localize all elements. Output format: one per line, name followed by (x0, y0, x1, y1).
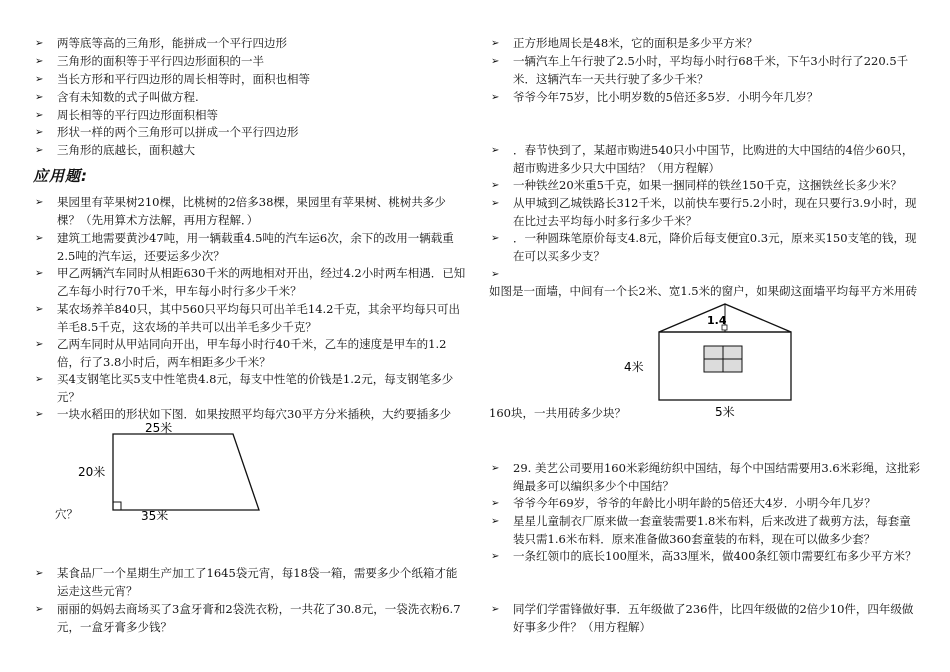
arrow-bullet-icon: ➢ (35, 304, 44, 315)
wall-width-label: 5米 (715, 405, 735, 419)
list-item: ➢ 一辆汽车上午行驶了2.5小时，平均每小时行68千米，下午3小时行了220.5千米．这辆汽车一天共行驶了多少千米？ (491, 54, 909, 86)
arrow-bullet-icon: ➢ (35, 74, 44, 85)
arrow-bullet-icon: ➢ (35, 38, 44, 49)
list-item: ➢ ．一种圆珠笔原价每支4.8元，降价后每支便宜0.3元，原来买150支笔的钱，现在可以买多少支？ (491, 231, 917, 263)
list-item: ➢ 周长相等的平行四边形面积相等 (33, 107, 466, 125)
arrow-bullet-icon: ➢ (35, 56, 44, 67)
arrow-bullet-icon: ➢ (35, 197, 44, 208)
list-item: ➢ 正方形地周长是48米，它的面积是多少平方米？ (489, 35, 921, 53)
wall-height-label: 4米 (624, 360, 644, 374)
arrow-bullet-icon: ➢ (491, 269, 500, 280)
list-item: ➢ 一条红领巾的底长100厘米，高33厘米，做400条红领巾需要红布多少平方米？ (489, 548, 921, 566)
trapezoid-diagram (73, 420, 273, 520)
list-item: ➢ ．春节快到了，某超市购进540只小中国节，比购进的大中国结的4倍少60只，超市购进多少只大中国结？（用方程解） (491, 143, 914, 175)
list-item: ➢ 29. 美艺公司要用160米彩绳纺织中国结，每个中国结需要用3.6米彩绳，这批彩绳最多可以编织多少个中国结？ (491, 461, 921, 493)
list-item: ➢ 三角形的面积等于平行四边形面积的一半 (33, 53, 466, 71)
wall-diagram (619, 296, 809, 420)
arrow-bullet-icon: ➢ (35, 145, 44, 156)
arrow-bullet-icon: ➢ (491, 551, 500, 562)
list-item: ➢ 含有未知数的式子叫做方程. (33, 89, 466, 107)
trapezoid-shape (113, 434, 259, 510)
arrow-bullet-icon: ➢ (35, 568, 44, 579)
arrow-bullet-icon: ➢ (35, 92, 44, 103)
wall-problem-text-cont: 160块，一共用砖多少块？ (489, 406, 626, 420)
arrow-bullet-icon: ➢ (491, 198, 500, 209)
arrow-bullet-icon: ➢ (491, 463, 500, 474)
list-item: ➢ 果园里有苹果树210棵，比桃树的2倍多38棵，果园里有苹果树、桃树共多少棵？（先用算术方法解，再用方程解．） (35, 195, 446, 227)
list-item: ➢ 星星儿童制衣厂原来做一套童装需要1.8米布料，后来改进了裁剪方法，每套童装只需1.6米布料．原来准备做360套童装的布料，现在可以做多少套？ (491, 514, 911, 546)
list-item: ➢ 建筑工地需要黄沙47吨，用一辆载重4.5吨的汽车运6次，余下的改用一辆载重2.5吨的汽车运，还要运多少次？ (35, 231, 454, 263)
list-item: ➢ 某农场养羊840只，其中560只平均每只可出羊毛14.2千克，其余平均每只可出羊毛8.5千克，这农场的羊共可以出羊毛多少千克？ (35, 302, 461, 334)
list-item: ➢ 三角形的底越长，面积越大 (33, 142, 466, 160)
trapezoid-top-label: 25米 (145, 421, 173, 435)
trapezoid-suffix: 穴？ (55, 507, 78, 521)
trapezoid-left-label: 20米 (78, 465, 106, 479)
arrow-bullet-icon: ➢ (491, 516, 500, 527)
arrow-bullet-icon: ➢ (35, 127, 44, 138)
arrow-bullet-icon: ➢ (35, 233, 44, 244)
arrow-bullet-icon: ➢ (491, 92, 500, 103)
list-item: ➢ 一块水稻田的形状如下图．如果按照平均每穴30平方分米插秧，大约要插多少 (33, 406, 466, 424)
arrow-bullet-icon: ➢ (35, 604, 44, 615)
list-item: ➢ 一种铁丝20米重5千克，如果一捆同样的铁丝150千克，这捆铁丝长多少米？ (489, 177, 921, 195)
list-item: ➢ 同学们学雷锋做好事．五年级做了236件，比四年级做的2倍少10件，四年级做好事多少件？（用方程解） (491, 602, 914, 634)
list-item: ➢ 甲乙两辆汽车同时从相距630千米的两地相对开出，经过4.2小时两车相遇．已知乙车每小时行70千米，甲车每小时行多少千米？ (35, 266, 466, 298)
arrow-bullet-icon: ➢ (491, 145, 500, 156)
arrow-bullet-icon: ➢ (35, 409, 44, 420)
window (704, 346, 742, 372)
list-item: ➢ 爷爷今年75岁，比小明岁数的5倍还多5岁．小明今年几岁？ (489, 89, 921, 107)
section-heading: 应用题: (33, 167, 88, 185)
arrow-bullet-icon: ➢ (35, 339, 44, 350)
arrow-bullet-icon: ➢ (491, 498, 500, 509)
trapezoid-bottom-label: 35米 (141, 509, 169, 520)
arrow-bullet-icon: ➢ (491, 38, 500, 49)
list-item: ➢ 乙两车同时从甲站同向开出，甲车每小时行40千米，乙车的速度是甲车的1.2倍，行了3.8小时后，两车相距多少千米？ (35, 337, 447, 369)
list-item: ➢ 当长方形和平行四边形的周长相等时，面积也相等 (33, 71, 466, 89)
list-item: ➢ 从甲城到乙城铁路长312千米，以前快车要行5.2小时，现在只要行3.9小时，现在比过去平均每小时多行多少千米？ (491, 196, 917, 228)
list-item: ➢ 丽丽的妈妈去商场买了3盒牙膏和2袋洗衣粉，一共花了30.8元，一袋洗衣粉6.7元，一盒牙膏多少钱？ (35, 602, 461, 634)
arrow-bullet-icon: ➢ (491, 604, 500, 615)
list-item: ➢ 形状一样的两个三角形可以拼成一个平行四边形 (33, 124, 466, 142)
roof-height-label: 1.4 (707, 314, 727, 327)
arrow-bullet-icon: ➢ (35, 110, 44, 121)
arrow-bullet-icon: ➢ (35, 268, 44, 279)
list-item: ➢ 某食品厂一个星期生产加工了1645袋元宵，每18袋一箱，需要多少个纸箱才能运走这些元宵？ (35, 566, 458, 598)
arrow-bullet-icon: ➢ (491, 56, 500, 67)
arrow-bullet-icon: ➢ (35, 374, 44, 385)
list-item: ➢ 两等底等高的三角形，能拼成一个平行四边形 (33, 35, 466, 53)
list-item: ➢ 爷爷今年69岁，爷爷的年龄比小明年龄的5倍还大4岁．小明今年几岁？ (489, 495, 921, 513)
wall-problem-text: 如图是一面墙，中间有一个长2米、宽1.5米的窗户，如果砌这面墙平均每平方米用砖 (489, 284, 918, 298)
list-item: ➢ 买4支钢笔比买5支中性笔贵4.8元，每支中性笔的价钱是1.2元，每支钢笔多少元？ (35, 372, 454, 404)
arrow-bullet-icon: ➢ (491, 233, 500, 244)
arrow-bullet-icon: ➢ (491, 180, 500, 191)
